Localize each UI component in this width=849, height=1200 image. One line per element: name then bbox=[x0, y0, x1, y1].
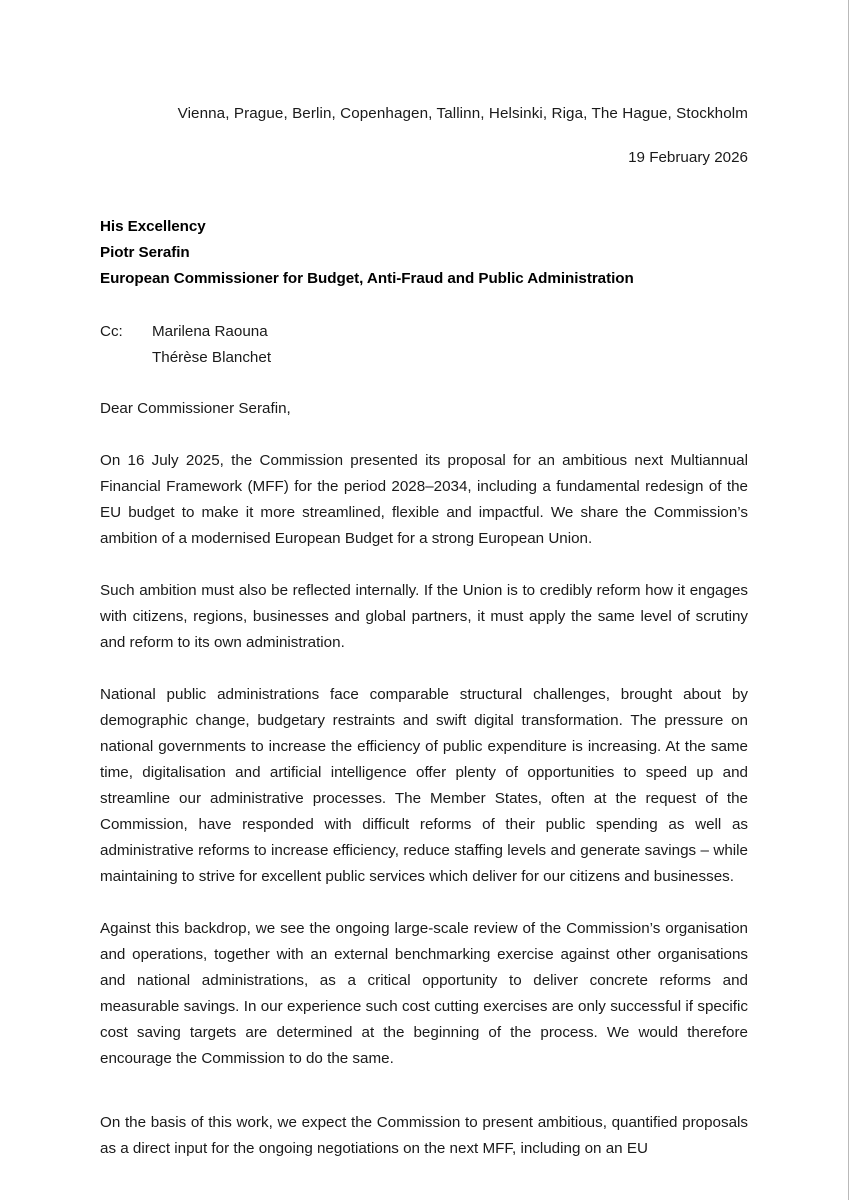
letter-date: 19 February 2026 bbox=[628, 149, 748, 166]
addressee-title: European Commissioner for Budget, Anti-Fraud and Public Administration bbox=[100, 270, 634, 287]
cc-recipient: Marilena Raouna bbox=[152, 323, 268, 340]
body-paragraph: National public administrations face comparable structural challenges, brought about by demographic change, budgetary restraints and swift digital transformation. The pressure on national governments to increase the efficiency of public expenditure is increasing. At the same time, digitalisation and artificial intelligence offer plenty of opportunities to speed up and streamline our administrative processes. The Member States, often at the request of the Commission, have responded with difficult reforms of their public spending as well as administrative reforms to increase efficiency, reduce staffing levels and generate savings – while maintaining to strive for excellent public services which deliver for our citizens and businesses. bbox=[100, 686, 748, 885]
body-paragraph: On the basis of this work, we expect the Commission to present ambitious, quantified proposals as a direct input for the ongoing negotiations on the next MFF, including on an EU bbox=[100, 1114, 748, 1157]
cities-header-line: Vienna, Prague, Berlin, Copenhagen, Tallinn, Helsinki, Riga, The Hague, Stockholm bbox=[177, 105, 748, 122]
salutation: Dear Commissioner Serafin, bbox=[100, 400, 291, 417]
body-paragraph: Such ambition must also be reflected internally. If the Union is to credibly reform how it engages with citizens, regions, businesses and global partners, it must apply the same level of scrutiny and reform to its own administration. bbox=[100, 582, 748, 651]
cc-label: Cc: bbox=[100, 323, 123, 340]
letter-body bbox=[100, 396, 748, 1162]
body-paragraph: Against this backdrop, we see the ongoing large-scale review of the Commission’s organisation and operations, together with an external benchmarking exercise against other organisations and national administrations, as a critical opportunity to deliver concrete reforms and measurable savings. In our experience such cost cutting exercises are only successful if specific cost saving targets are determined at the beginning of the process. We would therefore encourage the Commission to do the same. bbox=[100, 920, 748, 1067]
addressee-name: Piotr Serafin bbox=[100, 244, 190, 261]
cc-row bbox=[100, 319, 748, 345]
cc-recipient: Thérèse Blanchet bbox=[152, 349, 272, 366]
cc-row bbox=[100, 345, 748, 371]
cc-block bbox=[100, 319, 748, 371]
addressee-honorific: His Excellency bbox=[100, 218, 206, 235]
addressee-block bbox=[100, 214, 748, 292]
cc-label-spacer bbox=[100, 345, 152, 371]
body-paragraph: On 16 July 2025, the Commission presented its proposal for an ambitious next Multiannual Financial Framework (MFF) for the period 2028–2034, including a fundamental redesign of the EU budget to make it more streamlined, flexible and impactful. We share the Commission’s ambition of a modernised European Budget for a strong European Union. bbox=[100, 452, 748, 547]
